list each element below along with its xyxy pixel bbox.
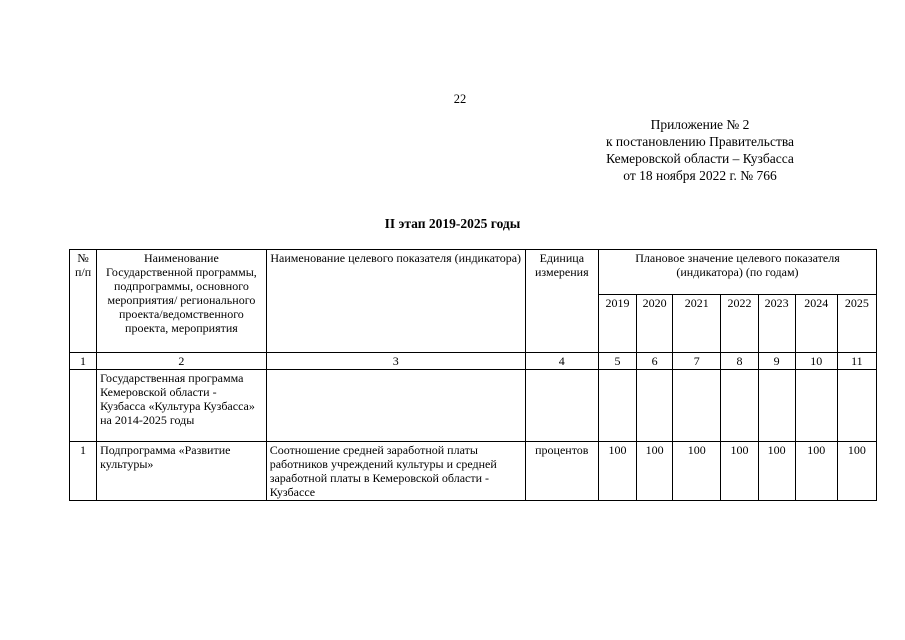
table-row [70, 370, 877, 442]
row-indicator [266, 370, 525, 442]
column-number: 10 [795, 353, 837, 370]
column-number: 2 [97, 353, 267, 370]
appendix-line-3: Кемеровской области – Кузбасса [606, 151, 794, 166]
row-value: 100 [758, 442, 795, 501]
stage-title: II этап 2019-2025 годы [384, 216, 521, 231]
header-row [70, 250, 877, 295]
column-number: 4 [525, 353, 598, 370]
header-year: 2020 [637, 295, 673, 353]
appendix-line-2: к постановлению Правительства [605, 134, 795, 149]
header-name: Наименование Государственной программы, подпрограммы, основного мероприятия/ регионального проекта/ведомственного проекта, мероприятия [97, 250, 267, 353]
column-number: 9 [758, 353, 795, 370]
column-number: 6 [637, 353, 673, 370]
column-number: 1 [70, 353, 97, 370]
header-year: 2024 [795, 295, 837, 353]
row-num [70, 370, 97, 442]
header-year: 2023 [758, 295, 795, 353]
column-number: 7 [673, 353, 721, 370]
row-value [795, 370, 837, 442]
row-value [837, 370, 876, 442]
column-number: 3 [266, 353, 525, 370]
row-value [673, 370, 721, 442]
appendix-line-1: Приложение № 2 [650, 117, 750, 132]
header-year: 2021 [673, 295, 721, 353]
appendix-block [560, 116, 840, 184]
column-numbers-row [70, 353, 877, 370]
header-indicator: Наименование целевого показателя (индикатора) [266, 250, 525, 353]
appendix-line-4: от 18 ноября 2022 г. № 766 [623, 168, 777, 183]
row-name: Государственная программа Кемеровской области - Кузбасса «Культура Кузбасса» на 2014-2025 годы [97, 370, 267, 442]
column-number: 11 [837, 353, 876, 370]
row-name: Подпрограмма «Развитие культуры» [97, 442, 267, 501]
row-value: 100 [673, 442, 721, 501]
target-indicators-table [69, 249, 877, 501]
column-number: 5 [598, 353, 636, 370]
row-value [758, 370, 795, 442]
header-planned: Плановое значение целевого показателя (индикатора) (по годам) [598, 250, 876, 295]
row-value [721, 370, 758, 442]
column-number: 8 [721, 353, 758, 370]
table-row [70, 442, 877, 501]
header-num: № п/п [70, 250, 97, 353]
header-year: 2025 [837, 295, 876, 353]
row-value: 100 [837, 442, 876, 501]
row-indicator: Соотношение средней заработной платы работников учреждений культуры и средней заработной платы в Кемеровской области - Кузбассе [266, 442, 525, 501]
row-value [598, 370, 636, 442]
row-value: 100 [598, 442, 636, 501]
row-value: 100 [721, 442, 758, 501]
header-year: 2019 [598, 295, 636, 353]
row-unit [525, 370, 598, 442]
row-num: 1 [70, 442, 97, 501]
page-number: 22 [453, 92, 467, 106]
header-unit: Единица измерения [525, 250, 598, 353]
row-value [637, 370, 673, 442]
row-value: 100 [795, 442, 837, 501]
row-unit: процентов [525, 442, 598, 501]
header-year: 2022 [721, 295, 758, 353]
row-value: 100 [637, 442, 673, 501]
